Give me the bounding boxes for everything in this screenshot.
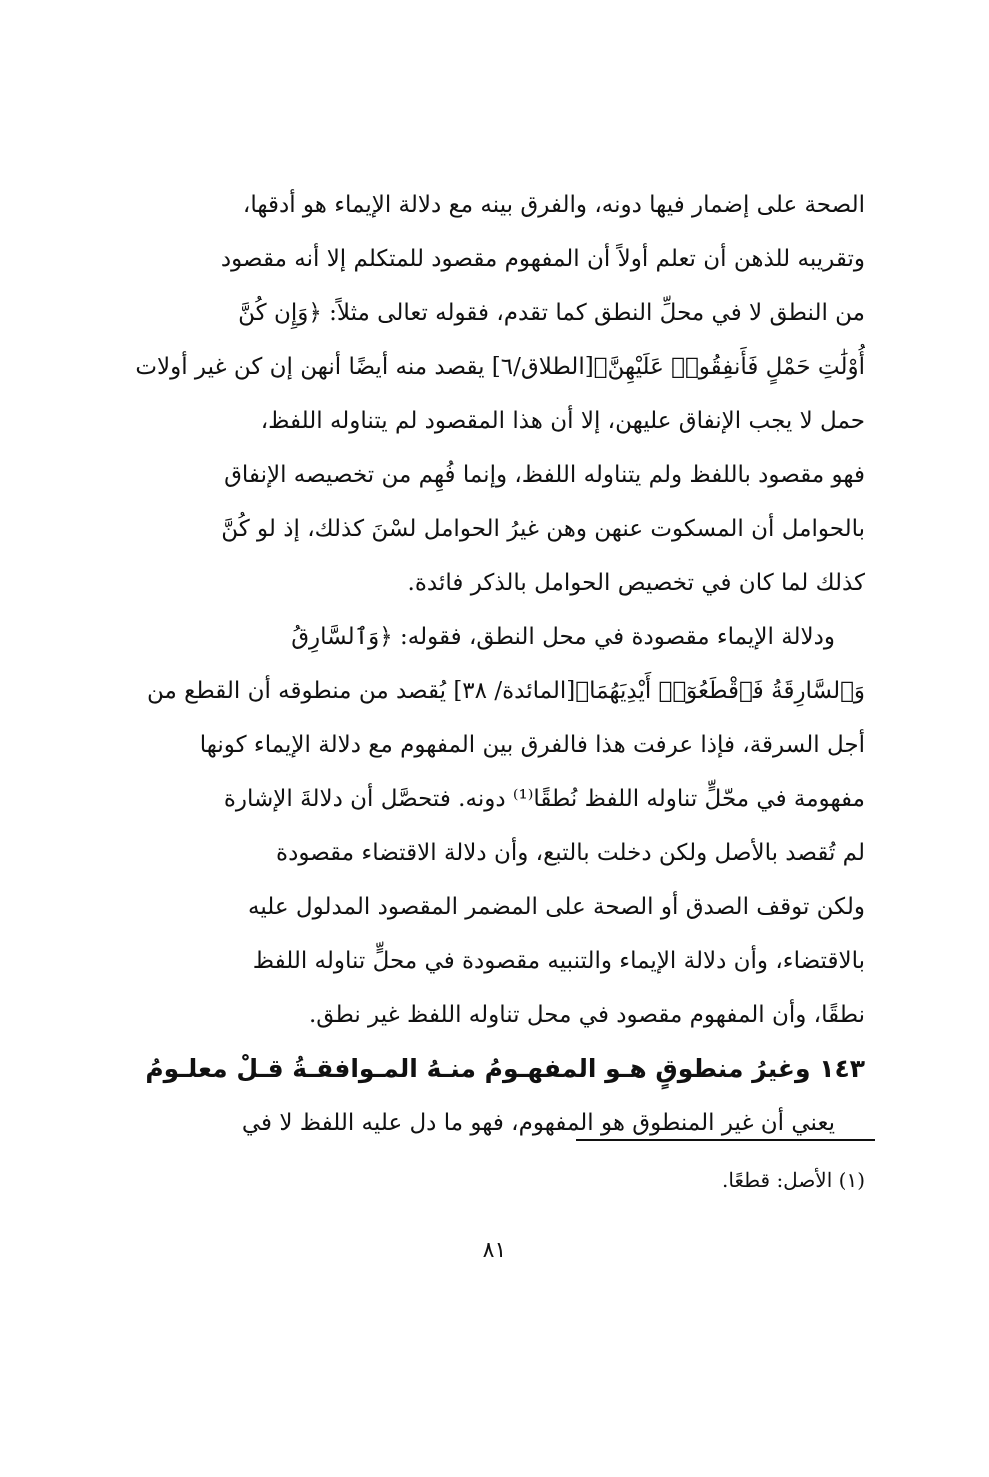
main-text-block	[128, 178, 865, 1150]
body-line: بالاقتضاء، وأن دلالة الإيماء والتنبيه مقصودة في محلٍّ تناوله اللفظ	[252, 948, 865, 974]
body-line: من النطق لا في محلِّ النطق كما تقدم، فقوله تعالى مثلاً: ﴿وَإِن كُنَّ	[238, 300, 865, 326]
body-line: أُوْلَٰتِ حَمْلٍ فَأَنفِقُوا۟ عَلَيْهِنَّ﴾[الطلاق/٦] يقصد منه أيضًا أنهن إن كن غير أولات	[135, 354, 865, 380]
body-line: مفهومة في محّلٍّ تناوله اللفظ نُطقًا⁽¹⁾ دونه. فتحصَّل أن دلالةَ الإشارة	[223, 786, 865, 812]
footnote: (١) الأصل: قطعًا.	[722, 1168, 865, 1192]
body-line: الصحة على إضمار فيها دونه، والفرق بينه مع دلالة الإيماء هو أدقها،	[242, 192, 865, 218]
body-line: أجل السرقة، فإذا عرفت هذا فالفرق بين المفهوم مع دلالة الإيماء كونها	[199, 732, 865, 758]
body-line: نطقًا، وأن المفهوم مقصود في محل تناوله اللفظ غير نطق.	[308, 1002, 865, 1028]
body-line: حمل لا يجب الإنفاق عليهن، إلا أن هذا المقصود لم يتناوله اللفظ،	[260, 408, 865, 434]
body-line: ودلالة الإيماء مقصودة في محل النطق، فقوله: ﴿وَٱلسَّارِقُ	[291, 624, 835, 650]
verse-commentary-line: يعني أن غير المنطوق هو المفهوم، فهو ما دل عليه اللفظ لا في	[241, 1110, 835, 1136]
page-number: ٨١	[482, 1238, 507, 1263]
body-line: وَٱلسَّارِقَةُ فَٱقْطَعُوٓا۟ أَيْدِيَهُمَا﴾[المائدة/ ٣٨] يُقصد من منطوقه أن القطع من	[146, 678, 865, 704]
body-line: لم تُقصد بالأصل ولكن دخلت بالتبع، وأن دلالة الاقتضاء مقصودة	[276, 840, 865, 866]
verse-heading: ١٤٣ وغيرُ منطوقٍ هـو المفهـومُ منـهُ المـوافقـةُ قـلْ معلـومُ	[145, 1054, 865, 1083]
footnote-separator	[576, 1139, 875, 1141]
body-line: وتقريبه للذهن أن تعلم أولاً أن المفهوم مقصود للمتكلم إلا أنه مقصود	[220, 246, 865, 272]
body-line: كذلك لما كان في تخصيص الحوامل بالذكر فائدة.	[407, 570, 865, 596]
body-line: ولكن توقف الصدق أو الصحة على المضمر المقصود المدلول عليه	[247, 894, 865, 920]
body-line: فهو مقصود باللفظ ولم يتناوله اللفظ، وإنما فُهِم من تخصيصه الإنفاق	[224, 462, 865, 488]
body-line: بالحوامل أن المسكوت عنهن وهن غيرُ الحوامل لسْنَ كذلك، إذ لو كُنَّ	[221, 516, 865, 542]
